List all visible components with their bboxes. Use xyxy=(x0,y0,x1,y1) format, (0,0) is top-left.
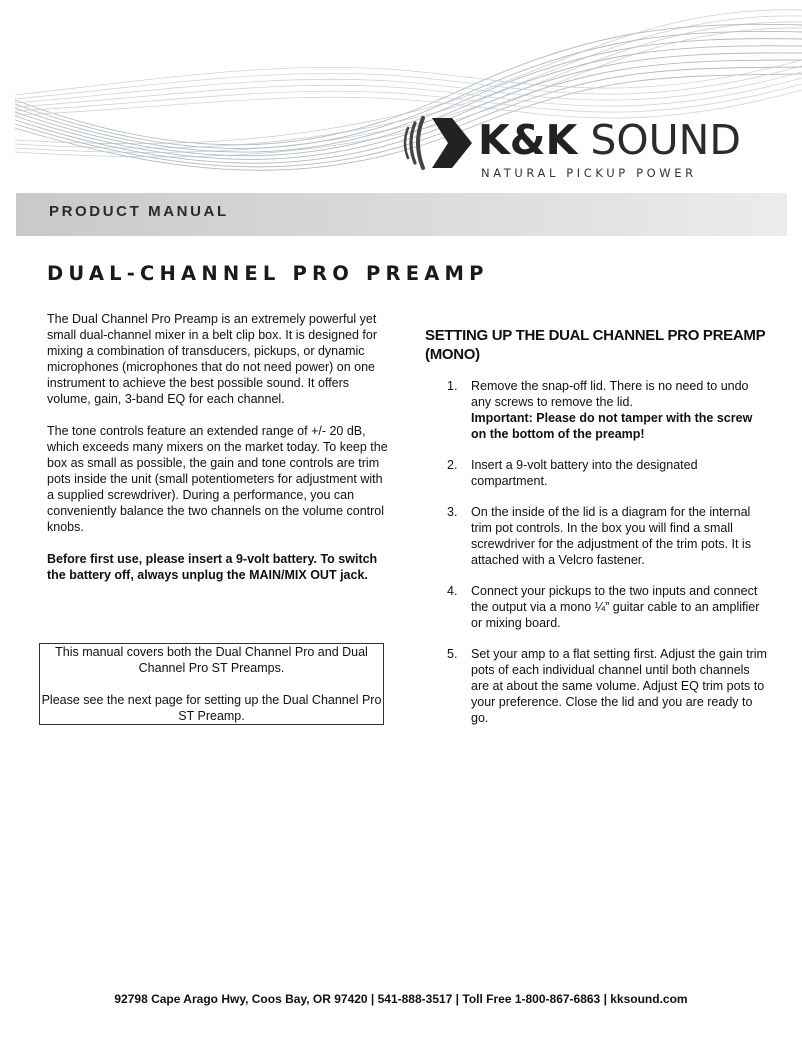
setup-column xyxy=(425,326,770,741)
setup-heading: SETTING UP THE DUAL CHANNEL PRO PREAMP (MONO) xyxy=(425,327,766,363)
brand-tagline: NATURAL PICKUP POWER xyxy=(481,166,697,180)
intro-paragraph: The Dual Channel Pro Preamp is an extremely powerful yet small dual-channel mixer in a belt clip box. It is designed for mixing a combination of transducers, pickups, or dynamic microphones (microphones that do not need power) on one instrument to achieve the best possible sound. It offers volume, gain, 3-band EQ for each channel. xyxy=(47,312,378,406)
tone-controls-paragraph: The tone controls feature an extended range of +/- 20 dB, which exceeds many mixers on the market today. To keep the box as small as possible, the gain and tone controls are trim pots inside the unit (small potentiometers for adjustment with a supplied screwdriver). During a performance, you can conveniently balance the two channels on the volume control knobs. xyxy=(47,424,388,534)
step-text: Remove the snap-off lid. There is no need to undo any screws to remove the lid. xyxy=(471,379,749,409)
setup-step xyxy=(425,457,770,489)
section-band xyxy=(16,193,787,236)
step-important-note: Important: Please do not tamper with the screw on the bottom of the preamp! xyxy=(471,411,753,441)
brand-logo xyxy=(400,108,741,188)
setup-step xyxy=(425,646,770,726)
step-number: 1. xyxy=(447,379,458,393)
step-text: On the inside of the lid is a diagram for the internal trim pot controls. In the box you will find a small screwdriver for the adjustment of the trim pots. It is attached with a Velcro fastener. xyxy=(471,505,751,567)
sound-waves-logo-icon xyxy=(400,112,480,174)
step-number: 5. xyxy=(447,647,458,661)
page-title: DUAL-CHANNEL PRO PREAMP xyxy=(47,262,489,285)
footer-contact: 92798 Cape Arago Hwy, Coos Bay, OR 97420 | 541-888-3517 | Toll Free 1-800-867-6863 | kksound.com xyxy=(114,992,688,1006)
setup-step xyxy=(425,504,770,568)
note-line-1: This manual covers both the Dual Channel Pro and Dual Channel Pro ST Preamps. xyxy=(55,645,368,675)
step-number: 3. xyxy=(447,505,458,519)
setup-step xyxy=(425,583,770,631)
step-text: Connect your pickups to the two inputs and connect the output via a mono ¼” guitar cable to an amplifier or mixing board. xyxy=(471,584,760,630)
note-box xyxy=(39,643,384,725)
setup-steps xyxy=(425,378,770,726)
intro-column xyxy=(47,311,392,599)
battery-warning: Before first use, please insert a 9-volt battery. To switch the battery off, always unplug the MAIN/MIX OUT jack. xyxy=(47,552,378,582)
step-number: 4. xyxy=(447,584,458,598)
section-label: PRODUCT MANUAL xyxy=(49,203,229,220)
setup-step xyxy=(425,378,770,442)
step-text: Set your amp to a flat setting first. Adjust the gain trim pots of each individual channel until both channels are at about the same volume. Adjust EQ trim pots to your preference. Close the lid and you are ready to go. xyxy=(471,647,767,725)
brand-name: K&K SOUND xyxy=(478,116,741,164)
note-line-2: Please see the next page for setting up the Dual Channel Pro ST Preamp. xyxy=(41,693,382,723)
step-text: Insert a 9-volt battery into the designated compartment. xyxy=(471,458,698,488)
step-number: 2. xyxy=(447,458,458,472)
